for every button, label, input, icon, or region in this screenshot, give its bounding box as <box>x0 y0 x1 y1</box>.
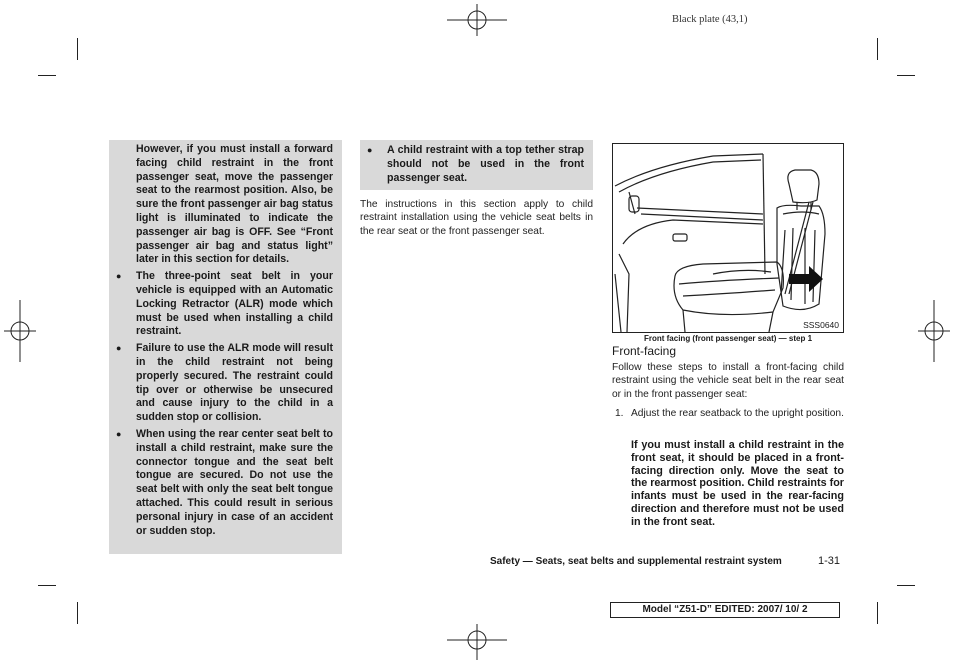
step-item <box>612 407 844 420</box>
section-intro: Follow these steps to install a front-facing child restraint using the vehicle seat belt in the rear seat or in the front passenger seat: <box>612 362 844 400</box>
front-seat-drawing <box>613 144 843 332</box>
seat-illustration <box>612 143 844 333</box>
figure-caption: Front facing (front passenger seat) — step 1 <box>643 334 813 343</box>
model-edited-label: Model “Z51-D” EDITED: 2007/ 10/ 2 <box>610 602 840 618</box>
bullet-icon: ● <box>116 271 122 282</box>
section-heading: Front-facing <box>612 344 677 358</box>
bullet-icon: ● <box>116 428 122 439</box>
page-footer-title: Safety — Seats, seat belts and supplemental restraint system <box>490 556 782 567</box>
step-text: Adjust the rear seatback to the upright position. <box>631 408 844 419</box>
warning-bullet <box>360 144 584 185</box>
plate-label: Black plate (43,1) <box>672 14 748 25</box>
instructions-paragraph: The instructions in this section apply to child restraint installation using the vehicle seat belts in the rear seat or the front passenger seat. <box>360 199 593 237</box>
forward-arrow-icon <box>789 266 823 292</box>
warning-bullet <box>109 428 333 538</box>
warning-bullet-text: When using the rear center seat belt to install a child restraint, make sure the connector tongue and the seat belt tongue are secured. Do not use the seat belt with only the seat belt tongue attached. This could result in serious personal injury in case of an accident or sudden stop. <box>136 427 333 537</box>
registration-mark-right <box>918 300 950 362</box>
bullet-icon: ● <box>367 145 373 155</box>
registration-mark-left <box>4 300 36 362</box>
warning-bullet-text: The three-point seat belt in your vehicle is equipped with an Automatic Locking Retractor (ALR) mode which must be used when installing a child restraint. <box>136 270 333 338</box>
step-warning: If you must install a child restraint in the front seat, it should be placed in a front-facing direction only. Move the seat to the rearmost position. Child restraints for infants must be used in the rear-facing direction and therefore must not be used in the front seat. <box>631 439 844 528</box>
warning-bullet <box>109 270 333 339</box>
registration-mark-bottom <box>447 624 507 660</box>
step-number: 1. <box>615 408 624 419</box>
warning-bullet <box>109 342 333 425</box>
registration-mark-top <box>447 4 507 36</box>
bullet-icon: ● <box>116 343 122 354</box>
figure-code: SSS0640 <box>803 320 839 330</box>
warning-box-left <box>109 140 342 554</box>
warning-intro: However, if you must install a forward facing child restraint in the front passenger seat, move the passenger seat to the rearmost position. Also, be sure the front passenger air bag status light is illuminated to indicate the passenger air bag is OFF. See “Front passenger air bag and status light” later in this section for details. <box>136 143 333 266</box>
page-number: 1-31 <box>818 555 841 567</box>
warning-bullet-text: Failure to use the ALR mode will result in the child restraint not being properly secured. The restraint could tip over or otherwise be unsecured and cause injury to the child in a sudden stop or collision. <box>136 342 333 424</box>
warning-box-middle <box>360 140 593 190</box>
warning-bullet-text: A child restraint with a top tether strap should not be used in the front passenger seat. <box>387 144 584 184</box>
